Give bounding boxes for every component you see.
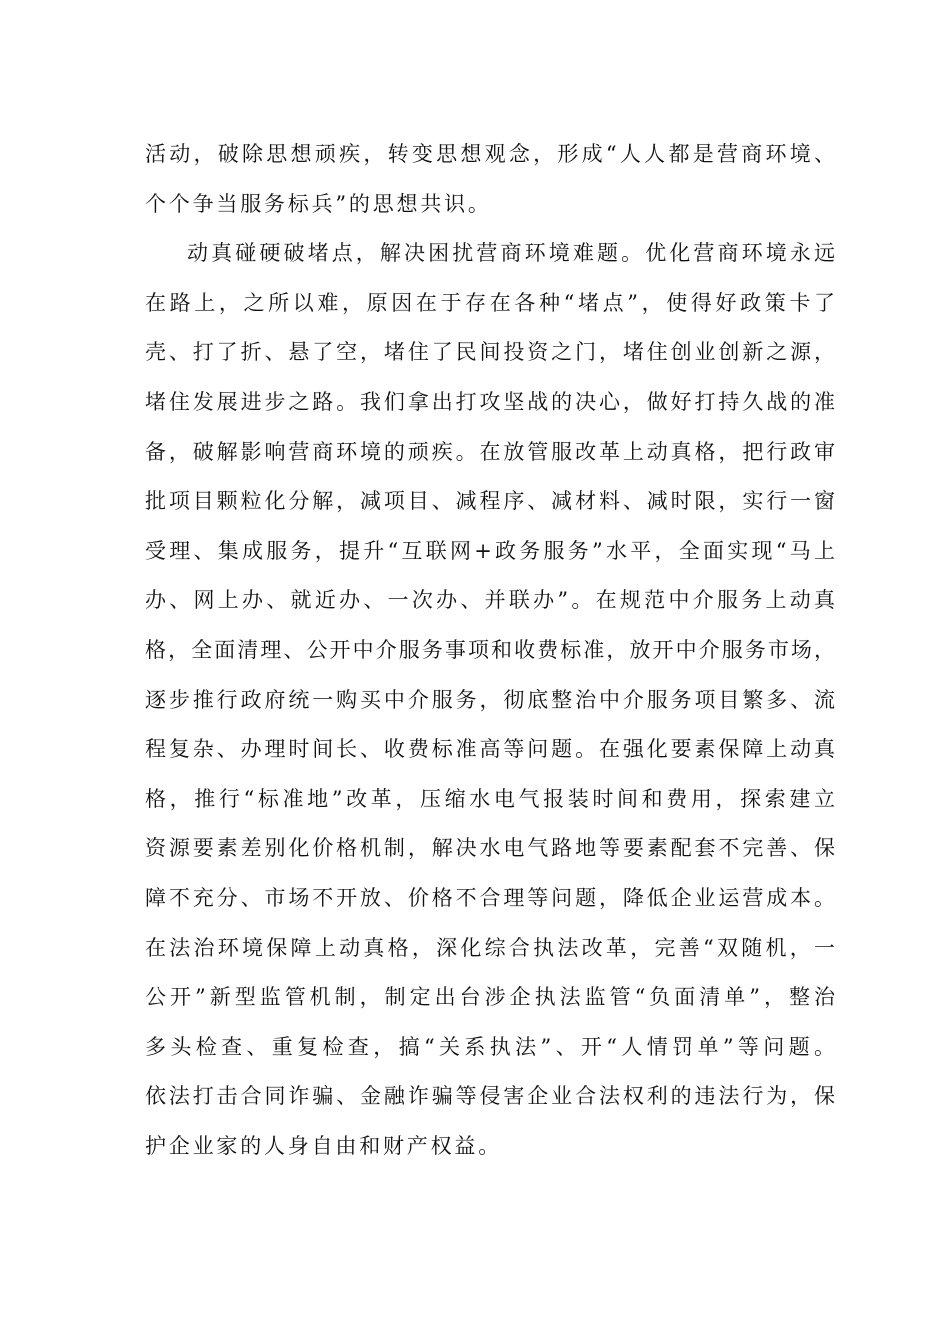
text-line: 壳、打了折、悬了空，堵住了民间投资之门，堵住创业创新之源， [145,340,835,365]
text-line: 堵住发展进步之路。我们拿出打攻坚战的决心，做好打持久战的准 [145,389,835,414]
text-line: 格，全面清理、公开中介服务事项和收费标准，放开中介服务市场， [145,637,835,662]
text-line: 格，推行“标准地”改革，压缩水电气报装时间和费用，探索建立 [145,786,835,811]
text-line: 障不充分、市场不开放、价格不合理等问题，降低企业运营成本。 [145,885,835,910]
paragraph-first-line: 动真碰硬破堵点，解决困扰营商环境难题。优化营商环境永远 [187,241,835,266]
body-text [145,130,835,1171]
text-line: 在法治环境保障上动真格，深化综合执法改革，完善“双随机，一 [145,935,835,960]
text-line: 个个争当服务标兵”的思想共识。 [145,191,492,216]
text-line: 公开”新型监管机制，制定出台涉企执法监管“负面清单”，整治 [145,985,835,1010]
text-line: 批项目颗粒化分解，减项目、减程序、减材料、减时限，实行一窗 [145,489,835,514]
text-line: 办、网上办、就近办、一次办、并联办”。在规范中介服务上动真 [145,588,835,613]
text-line: 依法打击合同诈骗、金融诈骗等侵害企业合法权利的违法行为，保 [145,1084,835,1109]
text-line: 备，破解影响营商环境的顽疾。在放管服改革上动真格，把行政审 [145,439,835,464]
text-line: 程复杂、办理时间长、收费标准高等问题。在强化要素保障上动真 [145,737,835,762]
text-line: 多头检查、重复检查，搞“关系执法”、开“人情罚单”等问题。 [145,1034,835,1059]
text-line: 受理、集成服务，提升“互联网+政务服务”水平，全面实现“马上 [145,538,835,563]
text-line: 在路上，之所以难，原因在于存在各种“堵点”，使得好政策卡了 [145,290,835,315]
text-line: 护企业家的人身自由和财产权益。 [145,1133,502,1158]
text-line: 逐步推行政府统一购买中介服务，彻底整治中介服务项目繁多、流 [145,687,835,712]
text-line: 资源要素差别化价格机制，解决水电气路地等要素配套不完善、保 [145,836,835,861]
text-line: 活动，破除思想顽疾，转变思想观念，形成“人人都是营商环境、 [145,142,835,166]
